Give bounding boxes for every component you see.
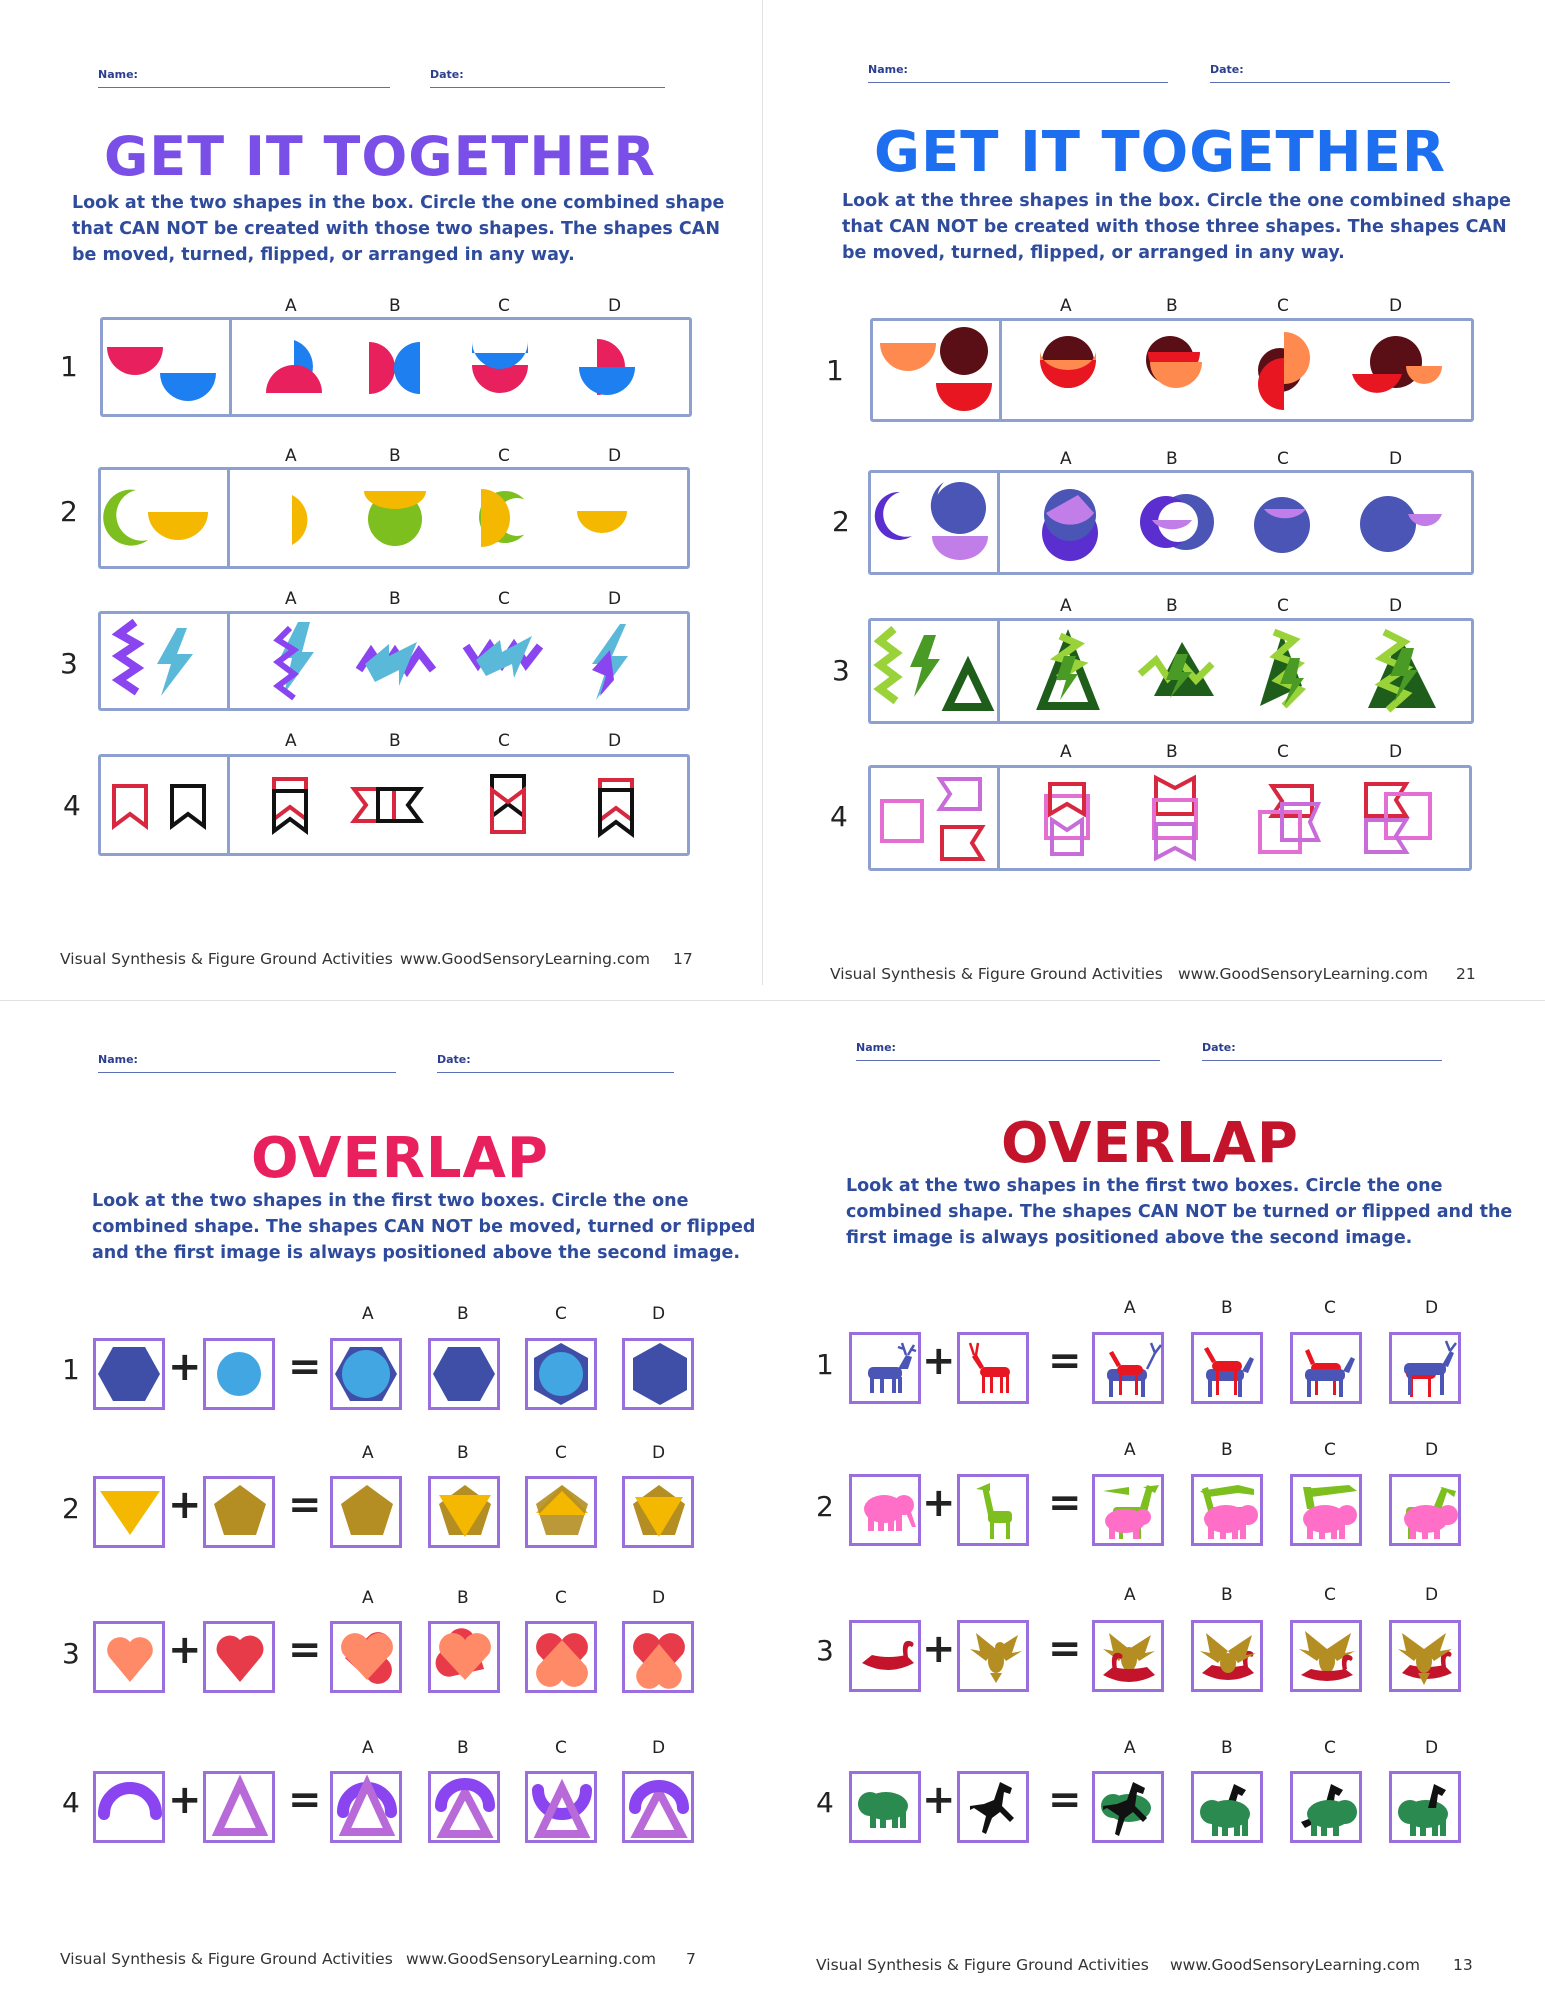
option-cell-d[interactable] (1389, 1771, 1461, 1843)
option-letter-c: C (555, 1738, 567, 1758)
date-label: Date: (1210, 63, 1244, 76)
name-field-line[interactable] (868, 82, 1168, 83)
option-letter-c: C (1324, 1440, 1336, 1460)
eagle-icon (966, 1629, 1026, 1685)
option-letter-c: C (498, 589, 510, 609)
row-number: 1 (826, 354, 844, 387)
plus-sign: + (922, 1338, 956, 1384)
option-letter-a: A (1060, 742, 1072, 762)
given-cell-1 (849, 1474, 921, 1546)
given-cell-1 (93, 1771, 165, 1843)
page-title: GET IT TOGETHER (103, 125, 657, 188)
row3-option-c-shape[interactable] (462, 630, 547, 690)
combined-animals (1297, 1778, 1359, 1840)
option-cell-a[interactable] (1092, 1332, 1164, 1404)
option-cell-d[interactable] (1389, 1474, 1461, 1546)
date-field-line[interactable] (430, 87, 665, 88)
option-letter-c: C (1277, 742, 1289, 762)
instructions (846, 1173, 1512, 1251)
footer-url[interactable]: www.GoodSensoryLearning.com (1178, 965, 1428, 983)
date-field-line[interactable] (1210, 82, 1450, 83)
option-letter-d: D (652, 1738, 666, 1758)
option-letter-b: B (389, 731, 401, 751)
given-cell-2 (203, 1621, 275, 1693)
row1-option-c-shape[interactable] (470, 335, 530, 405)
option-letter-a: A (362, 1738, 374, 1758)
footer-title: Visual Synthesis & Figure Ground Activities (816, 1956, 1149, 1974)
date-field-line[interactable] (437, 1072, 674, 1073)
row4-given-shapes (110, 782, 210, 832)
option-letter-b: B (1166, 449, 1178, 469)
plus-sign: + (168, 1344, 202, 1390)
option-cell-d[interactable] (1389, 1620, 1461, 1692)
dodecagon-shape (216, 1351, 262, 1397)
row-number: 3 (60, 647, 78, 680)
instruction-line: Look at the two shapes in the box. Circle the one combined shape (72, 193, 725, 213)
name-label: Name: (98, 1053, 138, 1066)
plus-sign: + (922, 1626, 956, 1672)
combined-shape (629, 1778, 689, 1838)
row2-option-c-shape[interactable] (475, 485, 535, 550)
row4-option-d-shape[interactable] (596, 776, 640, 838)
option-letter-d: D (608, 296, 622, 316)
row1-given-shapes (105, 330, 225, 410)
row3-option-c-shape[interactable] (1254, 628, 1320, 716)
combined-shape (339, 1483, 395, 1539)
option-cell-d[interactable] (622, 1771, 694, 1843)
option-letter-d: D (652, 1304, 666, 1324)
row-number: 1 (62, 1353, 80, 1386)
row3-given-shapes (115, 618, 205, 703)
given-cell-2 (957, 1474, 1029, 1546)
instructions (842, 188, 1511, 266)
footer-title: Visual Synthesis & Figure Ground Activities (60, 1950, 393, 1968)
row1-option-a-shape[interactable] (262, 335, 322, 400)
option-letter-c: C (1277, 596, 1289, 616)
row2-option-d-shape[interactable] (575, 485, 640, 550)
combined-animals (1396, 1627, 1458, 1689)
option-cell-a[interactable] (1092, 1771, 1164, 1843)
row-number: 2 (62, 1492, 80, 1525)
combined-animals (1198, 1627, 1260, 1689)
date-label: Date: (437, 1053, 471, 1066)
option-cell-d[interactable] (622, 1621, 694, 1693)
combined-shape (435, 1483, 495, 1541)
combined-animals (1198, 1339, 1260, 1401)
giraffe-icon (968, 1481, 1024, 1541)
option-cell-b[interactable] (1191, 1771, 1263, 1843)
option-cell-c[interactable] (1290, 1620, 1362, 1692)
worksheet-page-21 (770, 0, 1545, 995)
option-cell-a[interactable] (330, 1338, 402, 1410)
arch-shape (100, 1780, 160, 1820)
option-cell-b[interactable] (428, 1338, 500, 1410)
worksheet-page-17 (0, 0, 760, 990)
combined-shape (335, 1345, 397, 1403)
option-cell-a[interactable] (1092, 1474, 1164, 1546)
option-letter-b: B (1166, 742, 1178, 762)
row-number: 4 (830, 800, 848, 833)
option-cell-a[interactable] (1092, 1620, 1164, 1692)
option-letter-d: D (652, 1588, 666, 1608)
given-cell-2 (957, 1620, 1029, 1692)
option-cell-b[interactable] (1191, 1332, 1263, 1404)
page-number: 17 (673, 950, 693, 968)
date-label: Date: (430, 68, 464, 81)
combined-animals (1099, 1778, 1161, 1840)
row-number: 3 (832, 654, 850, 687)
option-letter-b: B (457, 1738, 469, 1758)
row3-option-d-shape[interactable] (580, 620, 640, 705)
given-cell-2 (957, 1771, 1029, 1843)
page-number: 13 (1453, 1956, 1473, 1974)
row3-option-a-shape[interactable] (1034, 630, 1100, 714)
equals-sign: = (1048, 1626, 1082, 1672)
row4-given-shapes (878, 775, 990, 867)
option-cell-d[interactable] (622, 1476, 694, 1548)
row3-given-shapes (874, 625, 992, 717)
instruction-line: Look at the three shapes in the box. Circle the one combined shape (842, 191, 1511, 211)
elephant-icon (858, 1487, 918, 1535)
combined-shape (629, 1343, 691, 1405)
row4-option-a-shape[interactable] (270, 775, 314, 835)
option-cell-b[interactable] (428, 1771, 500, 1843)
option-letter-b: B (1221, 1738, 1233, 1758)
option-letter-a: A (1060, 296, 1072, 316)
combined-shape (437, 1630, 493, 1686)
option-cell-b[interactable] (428, 1621, 500, 1693)
instruction-line: and the first image is always positioned above the second image. (92, 1243, 741, 1263)
page-title: OVERLAP (251, 1126, 549, 1191)
option-cell-c[interactable] (525, 1771, 597, 1843)
row4-option-b-shape[interactable] (1148, 774, 1202, 862)
option-letter-a: A (362, 1588, 374, 1608)
row4-option-b-shape[interactable] (350, 785, 425, 827)
page-number: 7 (686, 1950, 696, 1968)
antelope-icon (966, 1341, 1026, 1397)
option-letter-b: B (457, 1443, 469, 1463)
combined-animals (1396, 1481, 1458, 1543)
combined-shape (534, 1630, 590, 1686)
triangle-outline-shape (214, 1780, 266, 1836)
combined-shape (631, 1630, 687, 1686)
option-letter-b: B (1166, 296, 1178, 316)
combined-animals (1297, 1339, 1359, 1401)
option-cell-a[interactable] (330, 1771, 402, 1843)
name-label: Name: (856, 1041, 896, 1054)
given-cell-1 (93, 1476, 165, 1548)
option-letter-c: C (498, 731, 510, 751)
row1-given-shapes (878, 325, 993, 417)
footer-title: Visual Synthesis & Figure Ground Activities (60, 950, 393, 968)
worksheet-page-7 (0, 1008, 760, 2000)
row4-option-d-shape[interactable] (1362, 780, 1434, 858)
instruction-line: be moved, turned, flipped, or arranged in any way. (842, 243, 1345, 263)
option-letter-a: A (1060, 596, 1072, 616)
instructions (72, 190, 724, 268)
name-field-line[interactable] (856, 1060, 1160, 1061)
page-divider-vertical (762, 0, 763, 985)
combined-shape (532, 1483, 592, 1541)
page-divider-horizontal (0, 1000, 1545, 1001)
option-letter-b: B (457, 1588, 469, 1608)
equals-sign: = (1048, 1480, 1082, 1526)
row-number: 4 (816, 1786, 834, 1819)
option-letter-c: C (555, 1443, 567, 1463)
row3-option-d-shape[interactable] (1360, 628, 1440, 716)
option-letter-d: D (1425, 1440, 1439, 1460)
option-letter-c: C (1277, 449, 1289, 469)
row2-option-d-shape[interactable] (1358, 490, 1444, 560)
option-letter-c: C (1324, 1738, 1336, 1758)
row1-option-a-shape[interactable] (1036, 332, 1100, 402)
combined-animals (1099, 1339, 1161, 1401)
pentagon-shape (212, 1483, 268, 1539)
combined-shape (530, 1343, 592, 1405)
instructions (92, 1188, 755, 1266)
row4-option-c-shape[interactable] (488, 772, 532, 838)
option-cell-b[interactable] (428, 1476, 500, 1548)
option-letter-a: A (285, 731, 297, 751)
option-letter-b: B (389, 589, 401, 609)
name-label: Name: (98, 68, 138, 81)
bison-icon (856, 1784, 918, 1832)
equals-sign: = (288, 1627, 322, 1673)
equals-sign: = (288, 1482, 322, 1528)
given-cell-1 (93, 1621, 165, 1693)
page-title: OVERLAP (1001, 1111, 1299, 1176)
given-cell-2 (203, 1771, 275, 1843)
instruction-line: Look at the two shapes in the first two boxes. Circle the one (92, 1191, 689, 1211)
row1-option-c-shape[interactable] (1254, 328, 1318, 414)
row4-option-c-shape[interactable] (1254, 782, 1320, 856)
heart-shape (214, 1632, 266, 1684)
option-cell-b[interactable] (1191, 1620, 1263, 1692)
combined-shape (337, 1778, 397, 1838)
swan-icon (858, 1637, 918, 1677)
row-number: 3 (816, 1634, 834, 1667)
option-letter-b: B (1221, 1440, 1233, 1460)
combined-animals (1198, 1778, 1260, 1840)
row-number: 1 (60, 350, 78, 383)
row1-option-b-shape[interactable] (1142, 332, 1206, 402)
option-letter-c: C (498, 296, 510, 316)
option-letter-c: C (555, 1588, 567, 1608)
instruction-line: that CAN NOT be created with those three shapes. The shapes CAN (842, 217, 1507, 237)
option-letter-a: A (1124, 1585, 1136, 1605)
date-field-line[interactable] (1202, 1060, 1442, 1061)
equals-sign: = (1048, 1338, 1082, 1384)
worksheet-page-13 (770, 1008, 1545, 2000)
option-letter-d: D (1425, 1298, 1439, 1318)
combined-shape (435, 1778, 495, 1838)
plus-sign: + (168, 1777, 202, 1823)
option-letter-b: B (1221, 1298, 1233, 1318)
footer-url[interactable]: www.GoodSensoryLearning.com (400, 950, 650, 968)
option-cell-b[interactable] (1191, 1474, 1263, 1546)
option-letter-c: C (1324, 1585, 1336, 1605)
row1-option-d-shape[interactable] (577, 335, 637, 400)
option-letter-b: B (1166, 596, 1178, 616)
option-cell-a[interactable] (330, 1621, 402, 1693)
row1-option-b-shape[interactable] (365, 338, 425, 398)
row2-given-shapes (874, 478, 992, 568)
row2-option-b-shape[interactable] (1136, 488, 1218, 558)
row-number: 2 (60, 495, 78, 528)
footer-url[interactable]: www.GoodSensoryLearning.com (406, 1950, 656, 1968)
option-letter-d: D (1425, 1738, 1439, 1758)
page-number: 21 (1456, 965, 1476, 983)
option-letter-d: D (608, 446, 622, 466)
equals-sign: = (1048, 1777, 1082, 1823)
option-cell-c[interactable] (525, 1621, 597, 1693)
option-letter-b: B (457, 1304, 469, 1324)
combined-animals (1099, 1481, 1161, 1543)
option-letter-c: C (498, 446, 510, 466)
given-cell-2 (957, 1332, 1029, 1404)
option-letter-a: A (362, 1443, 374, 1463)
combined-shape (433, 1345, 495, 1403)
row1-option-d-shape[interactable] (1348, 332, 1438, 404)
option-cell-c[interactable] (1290, 1771, 1362, 1843)
row2-option-a-shape[interactable] (1038, 485, 1102, 565)
given-cell-1 (93, 1338, 165, 1410)
given-cell-2 (203, 1476, 275, 1548)
option-letter-a: A (285, 296, 297, 316)
row3-option-a-shape[interactable] (268, 618, 328, 703)
option-cell-c[interactable] (1290, 1332, 1362, 1404)
row-number: 4 (63, 789, 81, 822)
option-letter-d: D (1425, 1585, 1439, 1605)
option-letter-c: C (1324, 1298, 1336, 1318)
page-title: GET IT TOGETHER (874, 120, 1446, 185)
option-cell-c[interactable] (1290, 1474, 1362, 1546)
option-letter-a: A (285, 446, 297, 466)
instruction-line: Look at the two shapes in the first two boxes. Circle the one (846, 1176, 1443, 1196)
combined-shape (339, 1632, 395, 1684)
date-label: Date: (1202, 1041, 1236, 1054)
horse-icon (966, 1778, 1026, 1838)
given-cell-2 (203, 1338, 275, 1410)
instruction-line: that CAN NOT be created with those two shapes. The shapes CAN (72, 219, 720, 239)
name-field-line[interactable] (98, 1072, 396, 1073)
plus-sign: + (922, 1777, 956, 1823)
option-letter-a: A (1124, 1298, 1136, 1318)
option-cell-c[interactable] (525, 1338, 597, 1410)
combined-animals (1297, 1481, 1359, 1543)
row2-option-b-shape[interactable] (360, 485, 430, 550)
row-number: 4 (62, 1786, 80, 1819)
combined-animals (1099, 1627, 1161, 1689)
combined-shape (629, 1483, 689, 1541)
option-letter-a: A (1124, 1440, 1136, 1460)
combined-shape (532, 1778, 592, 1838)
option-cell-d[interactable] (622, 1338, 694, 1410)
plus-sign: + (168, 1482, 202, 1528)
option-letter-c: C (1277, 296, 1289, 316)
instruction-line: first image is always positioned above the second image. (846, 1228, 1413, 1248)
row4-option-a-shape[interactable] (1040, 780, 1094, 860)
name-label: Name: (868, 63, 908, 76)
option-letter-a: A (362, 1304, 374, 1324)
option-letter-b: B (1221, 1585, 1233, 1605)
option-cell-d[interactable] (1389, 1332, 1461, 1404)
option-letter-a: A (285, 589, 297, 609)
row-number: 1 (816, 1348, 834, 1381)
option-letter-d: D (608, 589, 622, 609)
given-cell-1 (849, 1771, 921, 1843)
name-field-line[interactable] (98, 87, 390, 88)
equals-sign: = (288, 1777, 322, 1823)
heart-shape (104, 1632, 156, 1684)
instruction-line: combined shape. The shapes CAN NOT be turned or flipped and the (846, 1202, 1513, 1222)
option-cell-c[interactable] (525, 1476, 597, 1548)
combined-animals (1198, 1481, 1260, 1543)
option-letter-a: A (1060, 449, 1072, 469)
triangle-shape (100, 1489, 160, 1537)
row2-option-c-shape[interactable] (1250, 485, 1324, 559)
option-letter-d: D (1389, 742, 1403, 762)
footer-title: Visual Synthesis & Figure Ground Activities (830, 965, 1163, 983)
row3-option-b-shape[interactable] (355, 630, 440, 700)
option-letter-d: D (1389, 449, 1403, 469)
combined-animals (1396, 1339, 1458, 1401)
row-number: 2 (832, 505, 850, 538)
equals-sign: = (288, 1344, 322, 1390)
instruction-line: be moved, turned, flipped, or arranged in any way. (72, 245, 575, 265)
hexagon-shape (98, 1345, 160, 1403)
option-letter-d: D (608, 731, 622, 751)
option-letter-a: A (1124, 1738, 1136, 1758)
option-letter-c: C (555, 1304, 567, 1324)
option-cell-a[interactable] (330, 1476, 402, 1548)
option-letter-d: D (1389, 296, 1403, 316)
instruction-line: combined shape. The shapes CAN NOT be moved, turned or flipped (92, 1217, 756, 1237)
plus-sign: + (168, 1627, 202, 1673)
combined-animals (1396, 1778, 1458, 1840)
option-letter-d: D (1389, 596, 1403, 616)
combined-animals (1297, 1627, 1359, 1689)
plus-sign: + (922, 1480, 956, 1526)
option-letter-b: B (389, 296, 401, 316)
option-letter-b: B (389, 446, 401, 466)
row2-option-a-shape[interactable] (262, 485, 322, 550)
row-number: 2 (816, 1490, 834, 1523)
row3-option-b-shape[interactable] (1136, 634, 1222, 704)
row2-given-shapes (108, 488, 218, 548)
given-cell-1 (849, 1332, 921, 1404)
given-cell-1 (849, 1620, 921, 1692)
deer-icon (858, 1341, 918, 1397)
option-letter-d: D (652, 1443, 666, 1463)
row-number: 3 (62, 1637, 80, 1670)
footer-url[interactable]: www.GoodSensoryLearning.com (1170, 1956, 1420, 1974)
